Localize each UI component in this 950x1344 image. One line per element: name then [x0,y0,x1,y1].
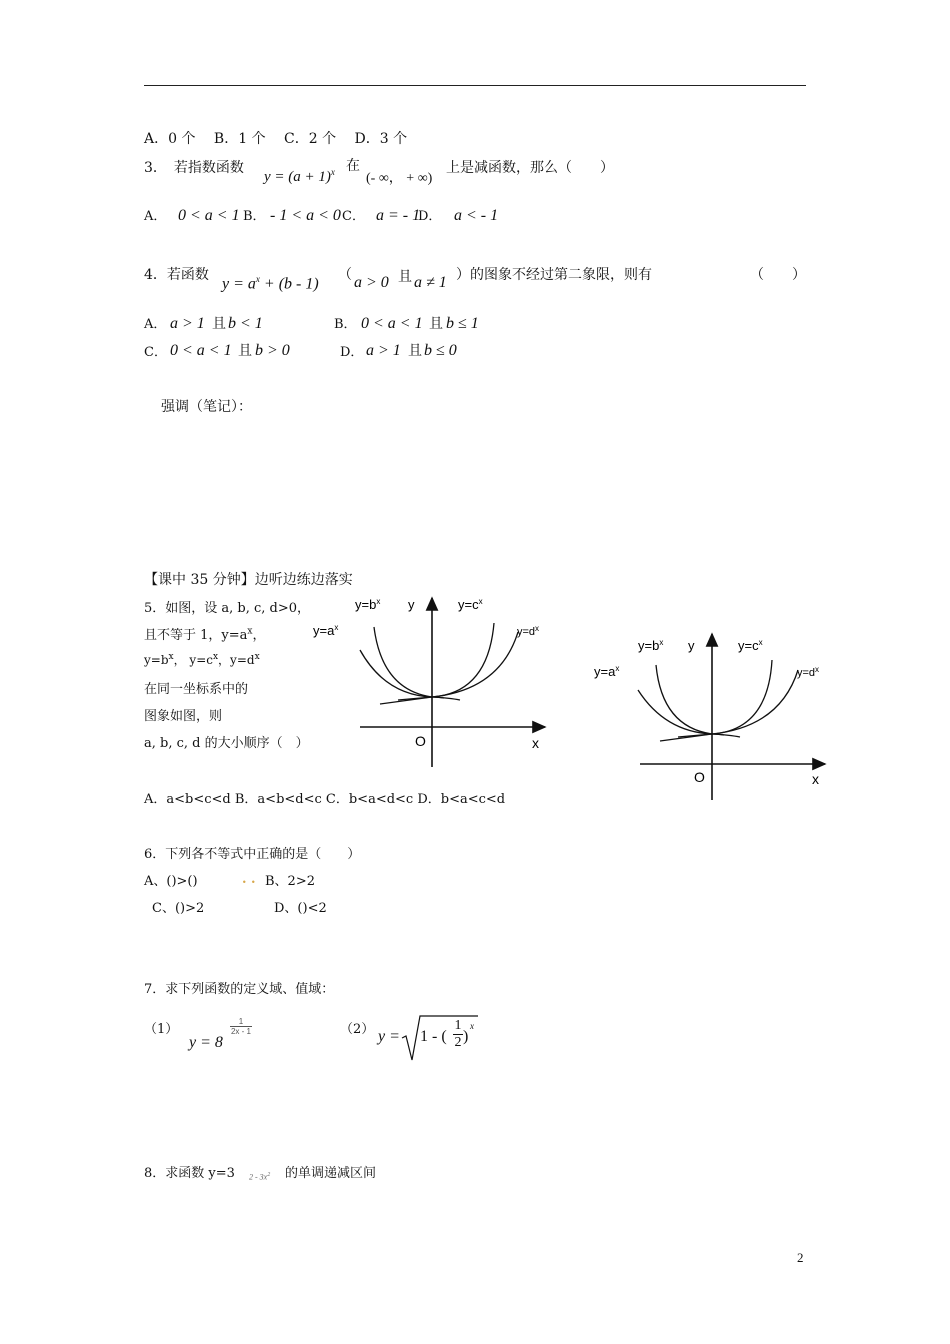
q7-title: 7．求下列函数的定义域、值域： [144,982,335,997]
graph-2 [594,634,825,800]
graph-1-label-c: $y=c^x$ [458,597,483,612]
graph-1-origin: O [415,733,426,749]
q3-prefix: 3． 若指数函数 [144,160,244,176]
graph-1-label-a: $y=a^x$ [313,623,339,638]
q4-func: $y = a^x + (b - 1)$ [222,274,319,293]
q6-opt-a: A、()>() [144,874,198,889]
graph-1-curve-c [398,623,494,700]
q3-opt-c: a = - 1 [376,207,421,224]
graph-2-curve-b [656,665,724,735]
q4-opt-b1: 0 < a < 1 [361,315,423,332]
graph-2-label-a: $y=a^x$ [594,664,620,679]
q4-opt-c1: 0 < a < 1 [170,342,232,359]
q4-cond2: a ≠ 1 [414,274,447,291]
q4-opt-a1: a > 1 [170,315,205,332]
q3-interval: (- ∞， + ∞) [366,171,433,186]
q4-paren-open: （ [338,267,352,283]
graph-2-curve-a [638,690,740,737]
notes-label: 强调（笔记）： [161,399,252,415]
q4-opt-a2: b < 1 [228,315,263,332]
q5-line3: $y=b^x$， $y=c^x$，$y=d^x$ [144,652,260,667]
section-title: 【课中 35 分钟】边听边练边落实 [144,572,353,588]
q4-blank: （ ） [750,267,806,283]
q4-opt-d-and: 且 [408,343,422,359]
q5-line4: 在同一坐标系中的 [144,682,249,697]
q4-opt-b-label: B． [334,317,357,332]
q3-suffix: 上是减函数，那么（ ） [446,160,614,176]
q3-opt-b-label: B． [243,209,266,224]
graph-1-label-d: $y=d^x$ [517,624,540,638]
q3-opt-c-label: C． [342,209,365,224]
q4-opt-c2: b > 0 [255,342,290,359]
q4-opt-d1: a > 1 [366,342,401,359]
q4-opt-a-label: A． [144,317,167,332]
graph-1-curve-d [380,632,518,704]
q7-radical-content: 1 - ( [420,1028,447,1045]
q8-prefix: 8．求函数 y=3 [144,1166,235,1181]
q5-line1: 5．如图，设 a, b, c, d>0， [144,601,311,616]
q4-and: 且 [398,269,412,285]
q5-line2: 且不等于 1，$y=a^x$， [144,626,266,643]
q5-line6: a, b, c, d 的大小顺序（ ） [144,736,309,751]
q6-opt-b: B、2>2 [265,874,315,889]
q4-opt-d2: b ≤ 0 [424,342,457,359]
q2-options: A．0 个 B．1 个 C．2 个 D．3 个 [144,131,408,147]
graph-2-label-d: $y=d^x$ [797,665,820,679]
graph-1-y-label: y [408,597,415,612]
q8-exponent: $2 - 3x^2$ [249,1172,271,1182]
q7-part1-exp: 1 2x - 1 [230,1017,251,1036]
graph-2-x-label: x [812,771,819,787]
q3-mid: 在 [346,158,360,174]
q7-part2-func: y = [378,1028,400,1045]
q7-part2-sup: x [470,1021,474,1031]
graph-1-curve-b [374,627,444,698]
q4-opt-b2: b ≤ 1 [446,315,479,332]
graph-1-curve-a [360,650,460,700]
q3-opt-a-label: A． [144,209,167,224]
q4-opt-c-label: C． [144,345,167,360]
q6-opt-d: D、()<2 [274,901,327,916]
q4-opt-b-and: 且 [429,316,443,332]
q4-opt-d-label: D． [340,345,364,360]
q4-suffix: ）的图象不经过第二象限，则有 [456,267,652,283]
q4-cond1: a > 0 [354,274,389,291]
graph-1-label-b: $y=b^x$ [355,597,381,612]
q3-opt-b: - 1 < a < 0 [270,207,341,224]
page-number: 2 [797,1250,804,1265]
graph-2-label-b: $y=b^x$ [638,638,664,653]
q7-part1-label: （1） [144,1022,179,1037]
q5-line5: 图象如图，则 [144,709,223,724]
q7-part1-func: y = 8 [189,1034,223,1051]
graph-2-label-c: $y=c^x$ [738,638,763,653]
graph-2-curve-c [678,660,772,737]
q8-suffix: 的单调递减区间 [285,1166,377,1181]
q3-opt-d-label: D． [418,209,442,224]
q6-opt-c: C、()>2 [152,901,205,916]
q7-close-paren: ) [463,1028,469,1045]
q3-func: $y = (a + 1)^x$ [264,167,335,185]
q5-options: A．a<b<c<d B．a<b<d<c C．b<a<d<c D．b<a<c<d [144,792,506,807]
q3-opt-a: 0 < a < 1 [178,207,240,224]
graph-2-y-label: y [688,638,695,653]
q3-opt-d: a < - 1 [454,207,499,224]
q4-opt-a-and: 且 [212,316,226,332]
graph-2-origin: O [694,769,705,785]
graph-1-x-label: x [532,735,539,751]
q7-part2-label: （2） [340,1022,375,1037]
q7-fraction: 1 2 [454,1018,462,1050]
q4-opt-c-and: 且 [238,343,252,359]
q6-dots: . . [242,872,256,887]
q6-title: 6．下列各不等式中正确的是（ ） [144,847,361,862]
graph-1 [313,597,545,767]
q4-prefix: 4．若函数 [144,267,209,283]
